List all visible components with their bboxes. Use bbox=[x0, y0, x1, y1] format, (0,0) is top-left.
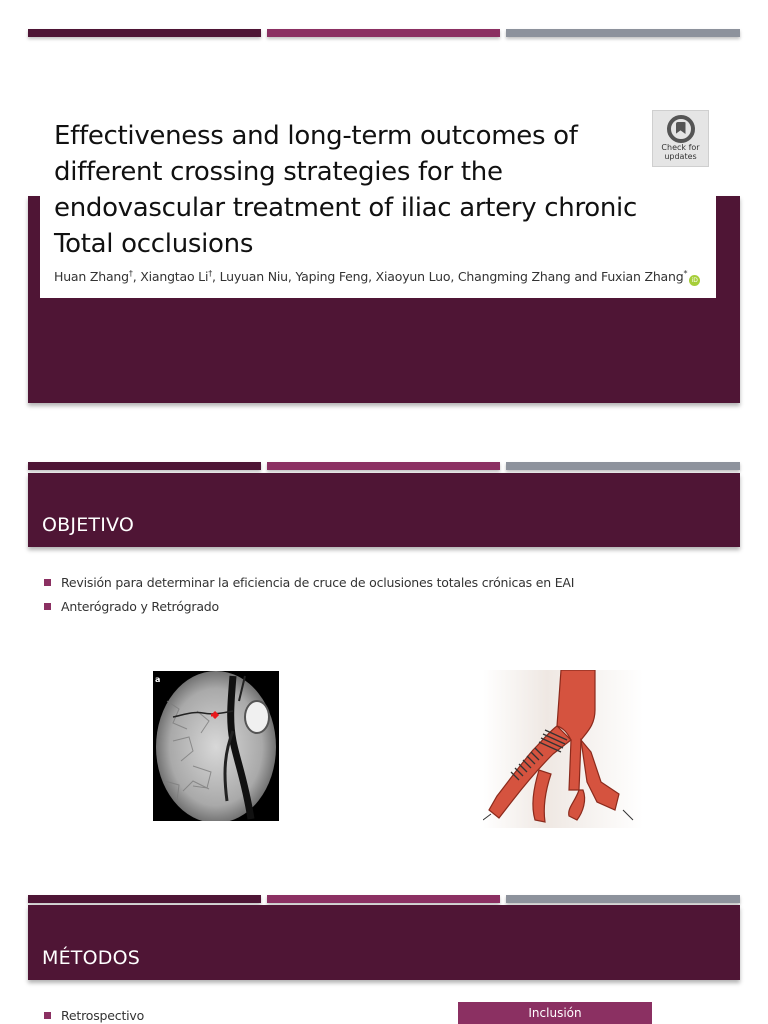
author-mark: † bbox=[128, 269, 133, 278]
author-name: Huan Zhang bbox=[54, 269, 129, 285]
metodos-bullet-list bbox=[44, 1008, 144, 1024]
author-name: Xiangtao Li bbox=[140, 269, 209, 285]
author-separator: , bbox=[132, 269, 141, 285]
artery-drawing bbox=[483, 670, 643, 828]
author-mark: † bbox=[208, 269, 213, 278]
check-updates-line1: Check for bbox=[661, 143, 700, 152]
metodos-header-band bbox=[28, 905, 740, 980]
bookmark-icon bbox=[667, 115, 695, 143]
top-stripe-dark bbox=[28, 29, 261, 37]
bullet-item: Retrospectivo bbox=[44, 1008, 144, 1024]
author-separator: , bbox=[450, 269, 458, 285]
author-mark: * bbox=[683, 269, 688, 278]
author-name: Fuxian Zhang bbox=[601, 269, 684, 285]
paper-title-card bbox=[40, 106, 716, 298]
slide3-stripe-magenta bbox=[267, 895, 500, 903]
author-name: Xiaoyun Luo bbox=[375, 269, 451, 285]
author-name: Changming Zhang bbox=[457, 269, 571, 285]
author-separator: , bbox=[287, 269, 296, 285]
slide2-stripe-gray bbox=[506, 462, 740, 470]
author-and: and bbox=[570, 269, 602, 285]
objetivo-bullet-list bbox=[44, 575, 574, 623]
author-name: Luyuan Niu bbox=[219, 269, 288, 285]
figure-label: a bbox=[155, 675, 161, 684]
orcid-icon[interactable]: iD bbox=[689, 275, 700, 286]
objetivo-header-band bbox=[28, 473, 740, 547]
bullet-item: Anterógrado y Retrógrado bbox=[44, 599, 574, 623]
check-for-updates-badge[interactable] bbox=[652, 110, 709, 167]
author-name: Yaping Feng bbox=[295, 269, 369, 285]
metodos-heading: MÉTODOS bbox=[42, 947, 141, 969]
top-stripe-gray bbox=[506, 29, 740, 37]
top-stripe-magenta bbox=[267, 29, 500, 37]
slide3-stripe-dark bbox=[28, 895, 261, 903]
objetivo-heading: OBJETIVO bbox=[42, 514, 135, 536]
slide3-stripe-gray bbox=[506, 895, 740, 903]
slide2-stripe-magenta bbox=[267, 462, 500, 470]
angiography-image bbox=[153, 671, 279, 821]
check-updates-line2: updates bbox=[664, 152, 697, 161]
iliac-artery-stent-illustration bbox=[483, 670, 643, 828]
inclusion-header-box: Inclusión bbox=[458, 1002, 652, 1024]
author-list bbox=[54, 269, 700, 286]
bullet-item: Revisión para determinar la eficiencia de cruce de oclusiones totales crónicas en EAI bbox=[44, 575, 574, 599]
angiography-drawing bbox=[153, 671, 279, 821]
author-separator: , bbox=[212, 269, 220, 285]
slide2-stripe-dark bbox=[28, 462, 261, 470]
paper-title: Effectiveness and long-term outcomes of different crossing strategies for the endovascular treatment of iliac artery chronic Total occlusions bbox=[54, 121, 637, 259]
author-separator: , bbox=[368, 269, 376, 285]
